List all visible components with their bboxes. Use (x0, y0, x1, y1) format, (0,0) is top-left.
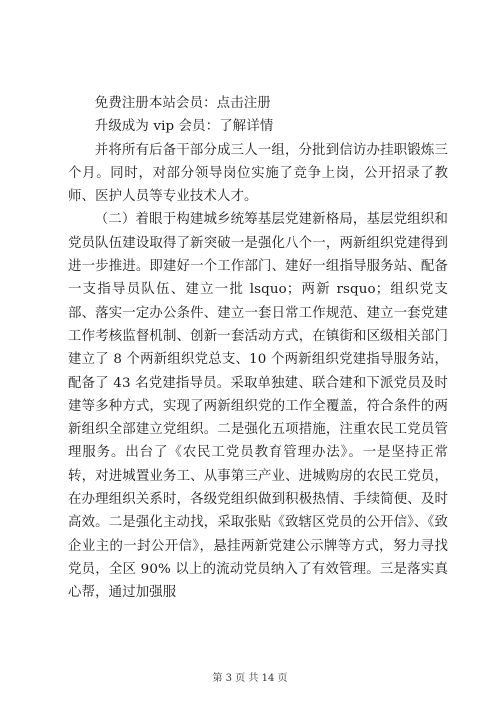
page-number-footer: 第 3 页 共 14 页 (212, 673, 288, 684)
register-link-line[interactable]: 免费注册本站会员：点击注册 (94, 96, 271, 111)
vip-link-line[interactable]: 升级成为 vip 会员：了解详情 (94, 119, 274, 135)
paragraph-cadre-training: 并将所有后备干部分成三人一组，分批到信访办挂职锻炼三个月。同时，对部分领导岗位实施了竞争上岗，公开招录了教师、医护人员等专业技术人才。 (68, 142, 448, 205)
document-body (68, 92, 448, 605)
paragraph-party-building: （二）着眼于构建城乡统筹基层党建新格局，基层党组织和党员队伍建设取得了新突破一是强化八个一，两新组织党建得到进一步推进。即建好一个工作部门、建好一组指导服务站、配备一支指导员队伍、建立一批 lsquo；两新 rsquo；组织党支部、落实一定办公条件、建立一套日常工作规范、建立一套党建工作考核监督机制、创新一套活动方式，在镇街和区级相关部门建立了 8 个两新组织党总支、10 个两新组织党建指导服务站，配备了 43 名党建指导员。采取单独建、联合建和下派党员及时建等多种方式，实现了两新组织党的工作全覆盖，符合条件的两新组织全部建立党组织。二是强化五项措施，注重农民工党员管理服务。出台了《农民工党员教育管理办法》。一是坚持正常转，对进城置业务工、从事第三产业、进城购房的农民工党员，在办理组织关系时，各级党组织做到积极热情、手续简便、及时高效。二是强化主动找，采取张贴《致辖区党员的公开信》、《致企业主的一封公开信》，悬挂两新党建公示牌等方式，努力寻找党员，全区 90% 以上的流动党员纳入了有效管理。三是落实真心帮，通过加强服 (68, 212, 448, 601)
